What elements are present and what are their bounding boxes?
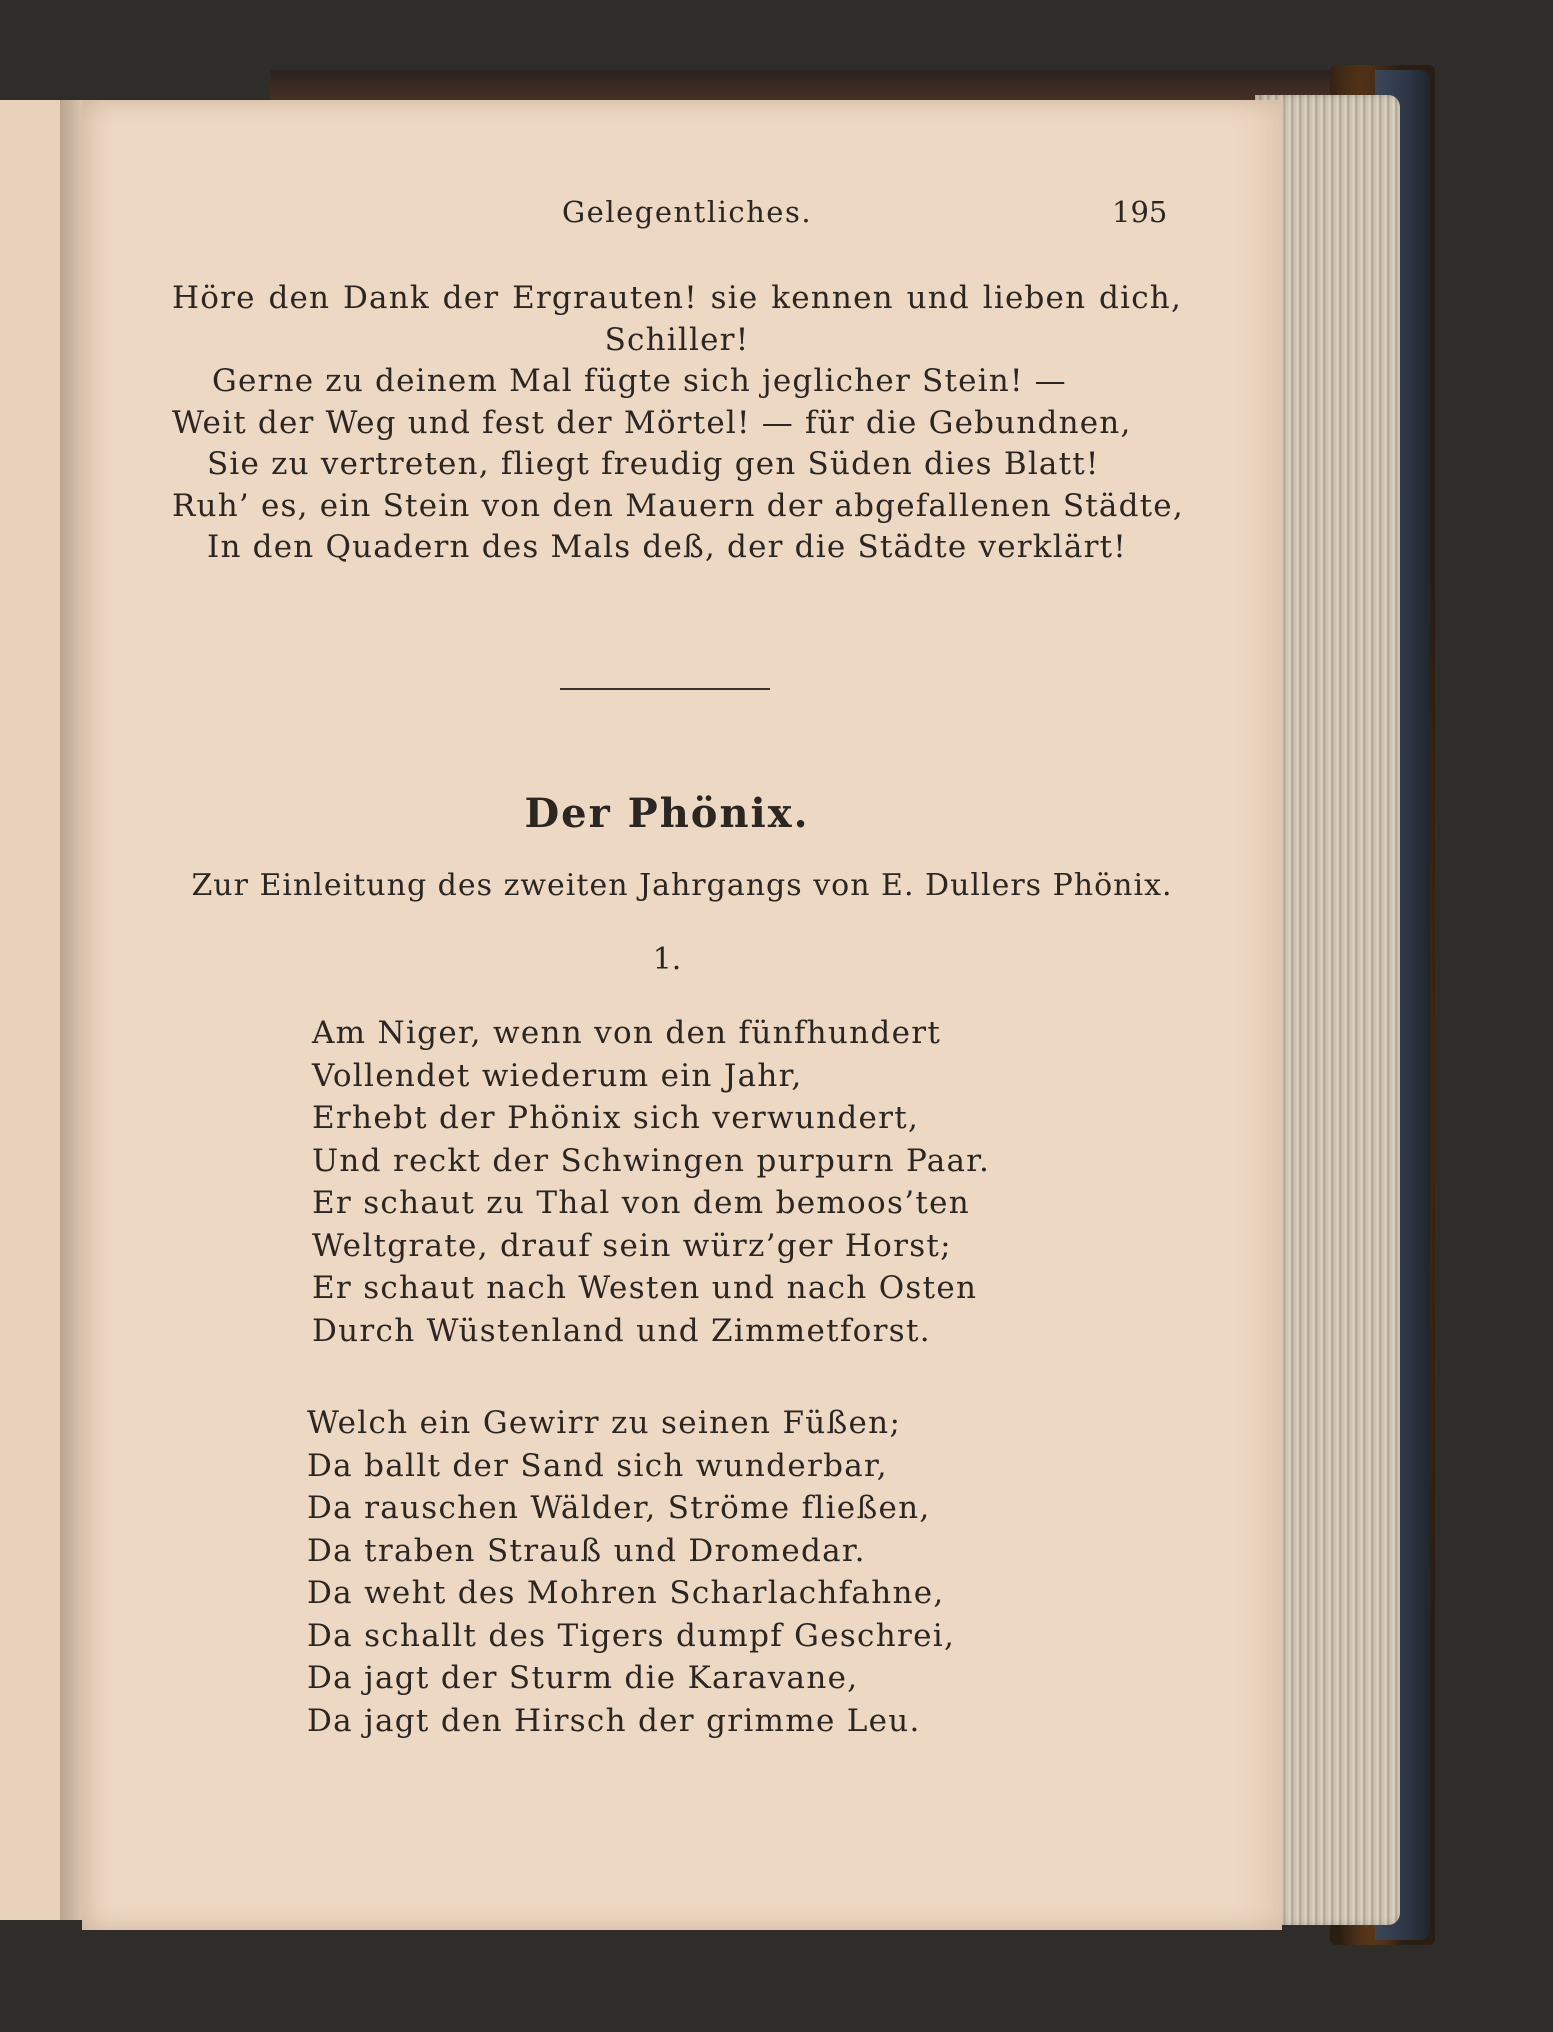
verse-line: Und reckt der Schwingen purpurn Paar. (312, 1142, 991, 1179)
verse-line: Da jagt der Sturm die Karavane, (307, 1660, 859, 1696)
verse-line: Da jagt den Hirsch der grimme Leu. (307, 1702, 921, 1739)
verse-line: Er schaut nach Westen und nach Osten (312, 1270, 978, 1306)
stanza-1 (312, 1012, 990, 1352)
running-header (82, 195, 1182, 235)
verse-line: Schiller! (604, 321, 750, 358)
running-title: Gelegentliches. (562, 195, 813, 229)
verse-line: Gerne zu deinem Mal fügte sich jeglicher Stein! — (212, 363, 1067, 399)
verse-line: Vollendet wiederum ein Jahr, (312, 1057, 803, 1094)
verse-line: Sie zu vertreten, fliegt freudig gen Süden dies Blatt! (207, 446, 1100, 482)
poem-subtitle: Zur Einleitung des zweiten Jahrgangs von E. Dullers Phönix. (191, 868, 1173, 903)
verse-line: Da ballt der Sand sich wunderbar, (307, 1447, 888, 1484)
verse-line: Ruh’ es, ein Stein von den Mauern der abgefallenen Städte, (172, 487, 1184, 524)
verse-line: Da rauschen Wälder, Ströme fließen, (307, 1490, 931, 1526)
stanza-2 (307, 1402, 955, 1742)
verse-line: Weltgrate, drauf sein würz’ger Horst; (312, 1227, 952, 1264)
facing-page-edge (0, 100, 63, 1920)
verse-line: Erhebt der Phönix sich verwundert, (312, 1100, 920, 1136)
verse-line: Am Niger, wenn von den fünfhundert (312, 1015, 942, 1051)
poem-title: Der Phönix. (524, 790, 810, 837)
verse-line: Da schallt des Tigers dumpf Geschrei, (307, 1617, 956, 1654)
verse-line: Er schaut zu Thal von dem bemoos’ten (312, 1185, 971, 1221)
section-number: 1. (652, 942, 682, 977)
verse-line: Weit der Weg und fest der Mörtel! — für die Gebundnen, (172, 404, 1132, 441)
section-divider (560, 688, 770, 690)
verse-line: Welch ein Gewirr zu seinen Füßen; (307, 1405, 902, 1441)
verse-line: Da traben Strauß und Dromedar. (307, 1532, 866, 1569)
page-number: 195 (1112, 195, 1168, 229)
verse-line: In den Quadern des Mals deß, der die Städte verklärt! (207, 529, 1127, 565)
verse-line: Höre den Dank der Ergrauten! sie kennen und lieben dich, (172, 280, 1182, 316)
verse-line: Durch Wüstenland und Zimmetforst. (312, 1312, 931, 1349)
verse-line: Da weht des Mohren Scharlachfahne, (307, 1575, 945, 1611)
previous-poem-ending (172, 278, 1262, 569)
book-page (82, 100, 1282, 1930)
